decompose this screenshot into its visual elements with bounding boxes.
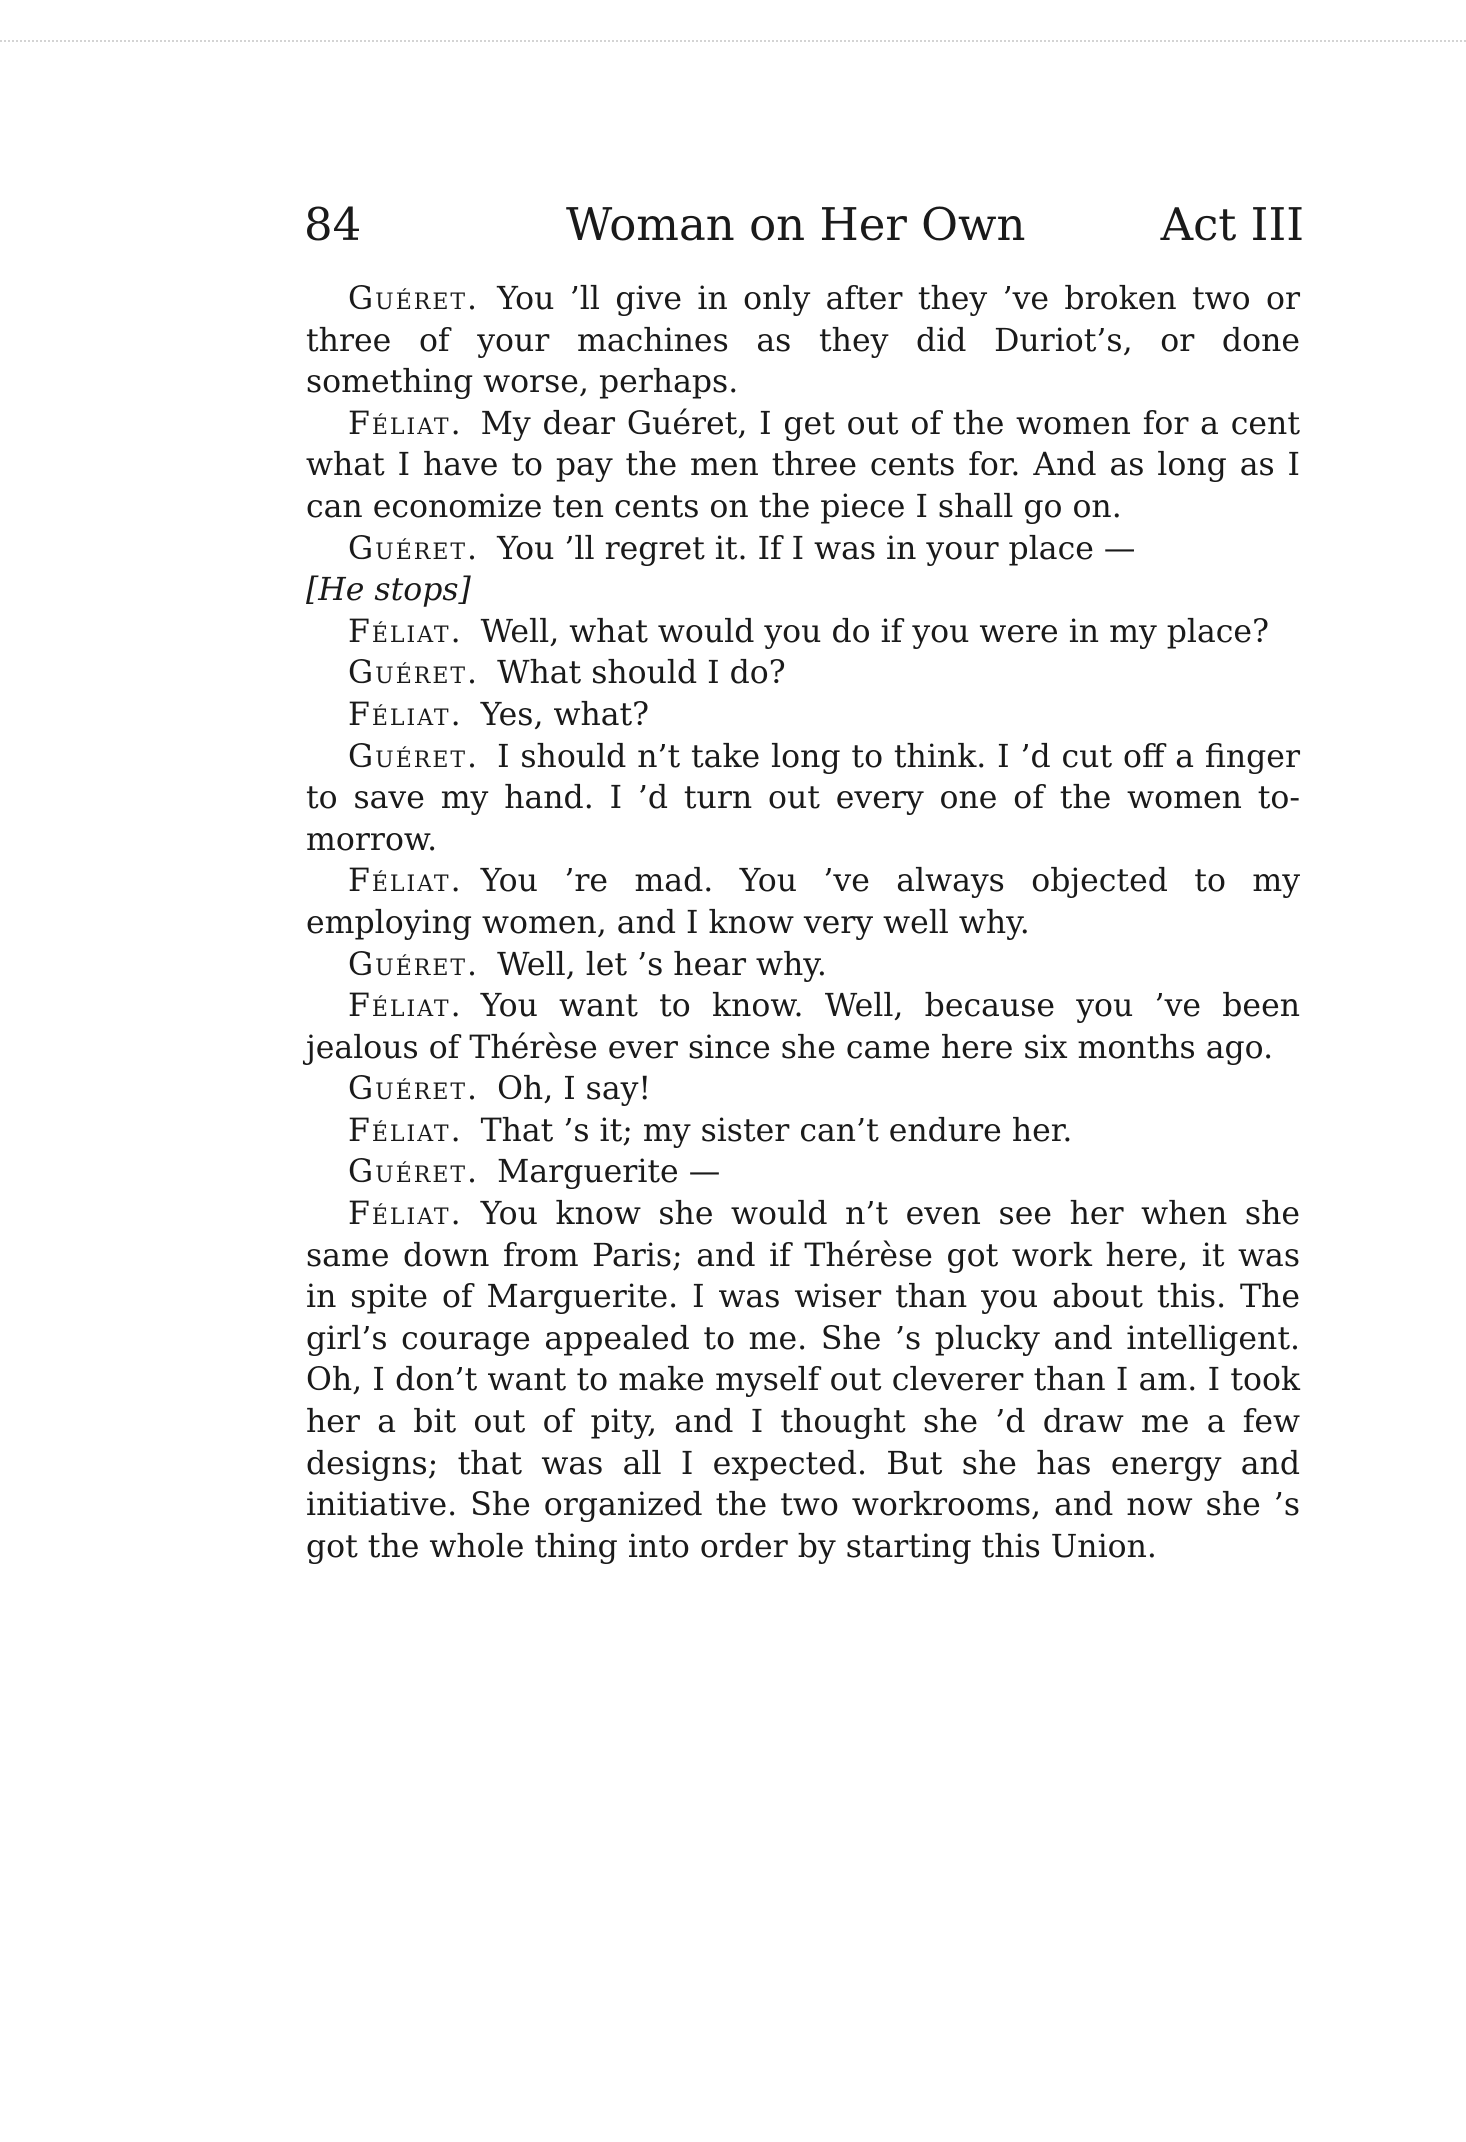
speaker-name: Féliat.: [348, 696, 463, 733]
speech-text: My dear Guéret, I get out of the women for a cent what I have to pay the men three cents for. And as long as I can economize ten cents on the piece I shall go on.: [306, 405, 1300, 525]
dialogue-text: [306, 279, 1300, 1568]
speech-text: You know she would n’t even see her when she same down from Paris; and if Thérèse got work here, it was in spite of Marguerite. I was wiser than you about this. The girl’s courage appealed to me. She ’s plucky and intelligent. Oh, I don’t want to make myself out cleverer than I am. I took her a bit out of pity, and I thought she ’d draw me a few designs; that was all I expected. But she has energy and initiative. She organized the two workrooms, and now she ’s got the whole thing into order by starting this Union.: [306, 1196, 1300, 1565]
page-number: 84: [304, 198, 362, 251]
speech: [306, 695, 1300, 737]
speech-text: Marguerite —: [497, 1154, 721, 1191]
speech-text: Well, let ’s hear why.: [497, 946, 827, 983]
speech: [306, 1069, 1300, 1111]
speaker-name: Féliat.: [348, 988, 463, 1025]
speaker-name: Féliat.: [348, 613, 463, 650]
running-title: Woman on Her Own: [566, 198, 1026, 251]
speaker-name: Féliat.: [348, 1196, 463, 1233]
speech-text: Oh, I say!: [497, 1071, 652, 1108]
speech: [306, 737, 1300, 862]
speaker-name: Guéret.: [348, 1154, 480, 1191]
speech-text: I should n’t take long to think. I ’d cut off a finger to save my hand. I ’d turn out every one of the women to-morrow.: [306, 738, 1300, 858]
speaker-name: Féliat.: [348, 1112, 463, 1149]
speech-text: You ’ll regret it. If I was in your place —: [497, 530, 1136, 567]
speech: [306, 861, 1300, 944]
speaker-name: Guéret.: [348, 738, 480, 775]
speech-text: Well, what would you do if you were in my place?: [480, 613, 1269, 650]
act-label: Act III: [1160, 198, 1304, 251]
speech: [306, 279, 1300, 404]
speech: [306, 404, 1300, 529]
page-top-edge: [0, 40, 1466, 42]
speaker-name: Guéret.: [348, 530, 480, 567]
speech-text: That ’s it; my sister can’t endure her.: [480, 1112, 1073, 1149]
speaker-name: Guéret.: [348, 946, 480, 983]
speech: [306, 612, 1300, 654]
running-header: [304, 195, 1304, 255]
stage-direction: [He stops]: [306, 572, 471, 609]
speech: [306, 1194, 1300, 1568]
speech-text: You want to know. Well, because you ’ve been jealous of Thérèse ever since she came here six months ago.: [306, 988, 1300, 1066]
speech: [306, 1111, 1300, 1153]
speaker-name: Féliat.: [348, 863, 463, 900]
speaker-name: Guéret.: [348, 1071, 480, 1108]
speech: [306, 653, 1300, 695]
speaker-name: Guéret.: [348, 281, 480, 317]
speech-text: You ’re mad. You ’ve always objected to my employing women, and I know very well why.: [306, 863, 1300, 941]
speaker-name: Féliat.: [348, 405, 463, 442]
speaker-name: Guéret.: [348, 655, 480, 692]
speech: [306, 529, 1300, 612]
speech: [306, 1152, 1300, 1194]
speech: [306, 945, 1300, 987]
speech-text: What should I do?: [497, 655, 786, 692]
speech-text: Yes, what?: [480, 696, 650, 733]
speech: [306, 986, 1300, 1069]
speech-text: You ’ll give in only after they ’ve broken two or three of your machines as they did Duriot’s, or done something worse, perhaps.: [306, 281, 1300, 401]
